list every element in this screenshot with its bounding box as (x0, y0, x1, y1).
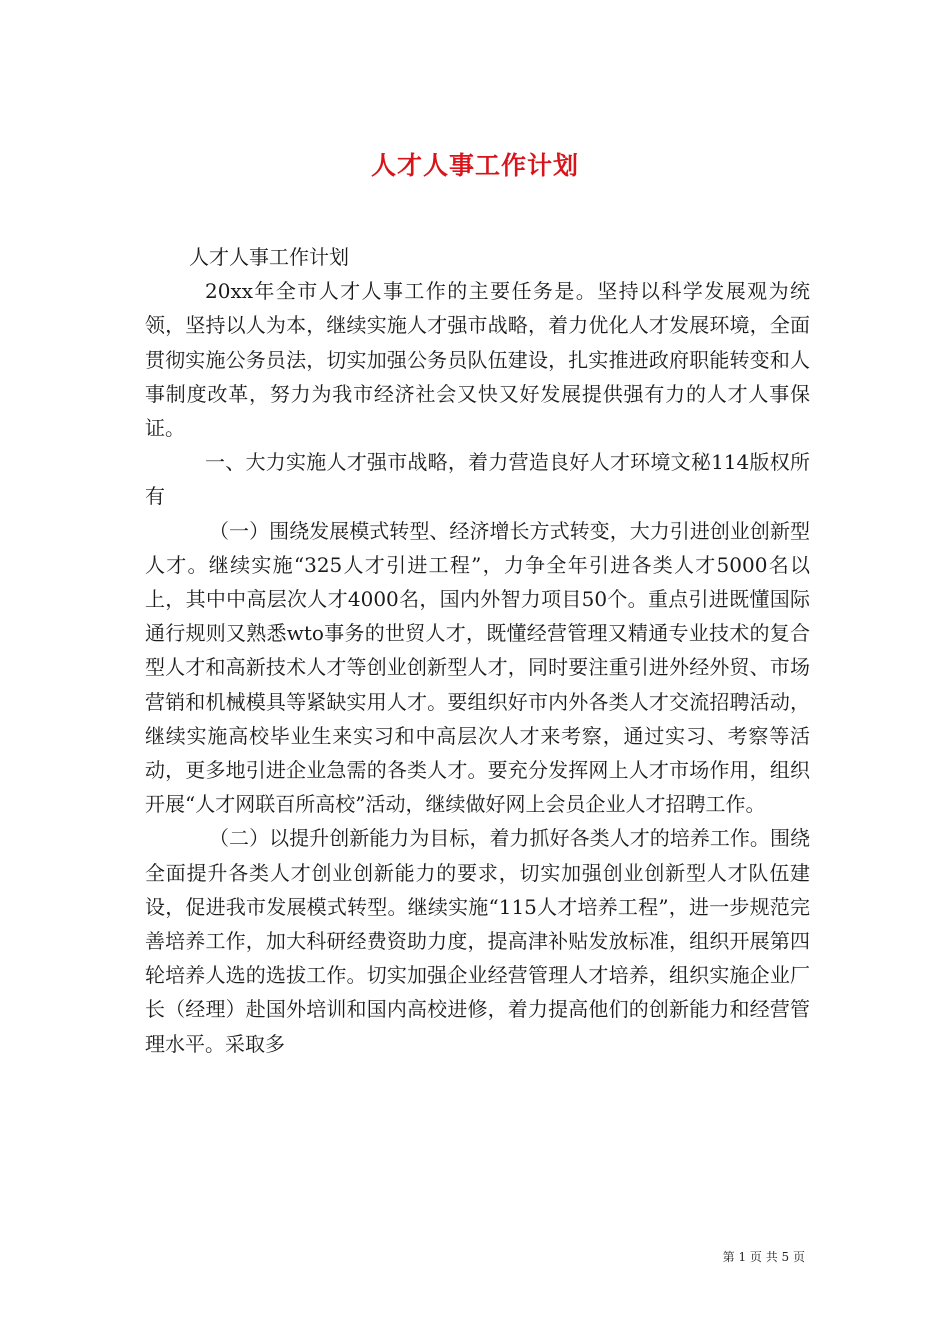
item-paragraph-2: （二）以提升创新能力为目标，着力抓好各类人才的培养工作。围绕全面提升各类人才创业创新能力的要求，切实加强创业创新型人才队伍建设，促进我市发展模式转型。继续实施“115人才培养工程”，进一步规范完善培养工作，加大科研经费资助力度，提高津补贴发放标准，组织开展第四轮培养人选的选拔工作。切实加强企业经营管理人才培养，组织实施企业厂长（经理）赴国外培训和国内高校进修，着力提高他们的创新能力和经营管理水平。采取多 (145, 826, 810, 1056)
document-subtitle: 人才人事工作计划 (189, 245, 349, 269)
item-paragraph-1: （一）围绕发展模式转型、经济增长方式转变，大力引进创业创新型人才。继续实施“325人才引进工程”，力争全年引进各类人才5000名以上，其中中高层次人才4000名，国内外智力项目50个。重点引进既懂国际通行规则又熟悉wto事务的世贸人才，既懂经营管理又精通专业技术的复合型人才和高新技术人才等创业创新型人才，同时要注重引进外经外贸、市场营销和机械模具等紧缺实用人才。要组织好市内外各类人才交流招聘活动，继续实施高校毕业生来实习和中高层次人才来考察，通过实习、考察等活动，更多地引进企业急需的各类人才。要充分发挥网上人才市场作用，组织开展“人才网联百所高校”活动，继续做好网上会员企业人才招聘工作。 (145, 518, 810, 817)
intro-paragraph: 20xx年全市人才人事工作的主要任务是。坚持以科学发展观为统领，坚持以人为本，继续实施人才强市战略，着力优化人才发展环境，全面贯彻实施公务员法，切实加强公务员队伍建设，扎实推进政府职能转变和人事制度改革，努力为我市经济社会又快又好发展提供强有力的人才人事保证。 (145, 279, 810, 441)
document-body (145, 240, 810, 1061)
document-title: 人才人事工作计划 (370, 150, 579, 180)
section-heading-1: 一、大力实施人才强市战略，着力营造良好人才环境文秘114版权所有 (145, 450, 810, 509)
page-number: 第 1 页 共 5 页 (722, 1250, 805, 1264)
